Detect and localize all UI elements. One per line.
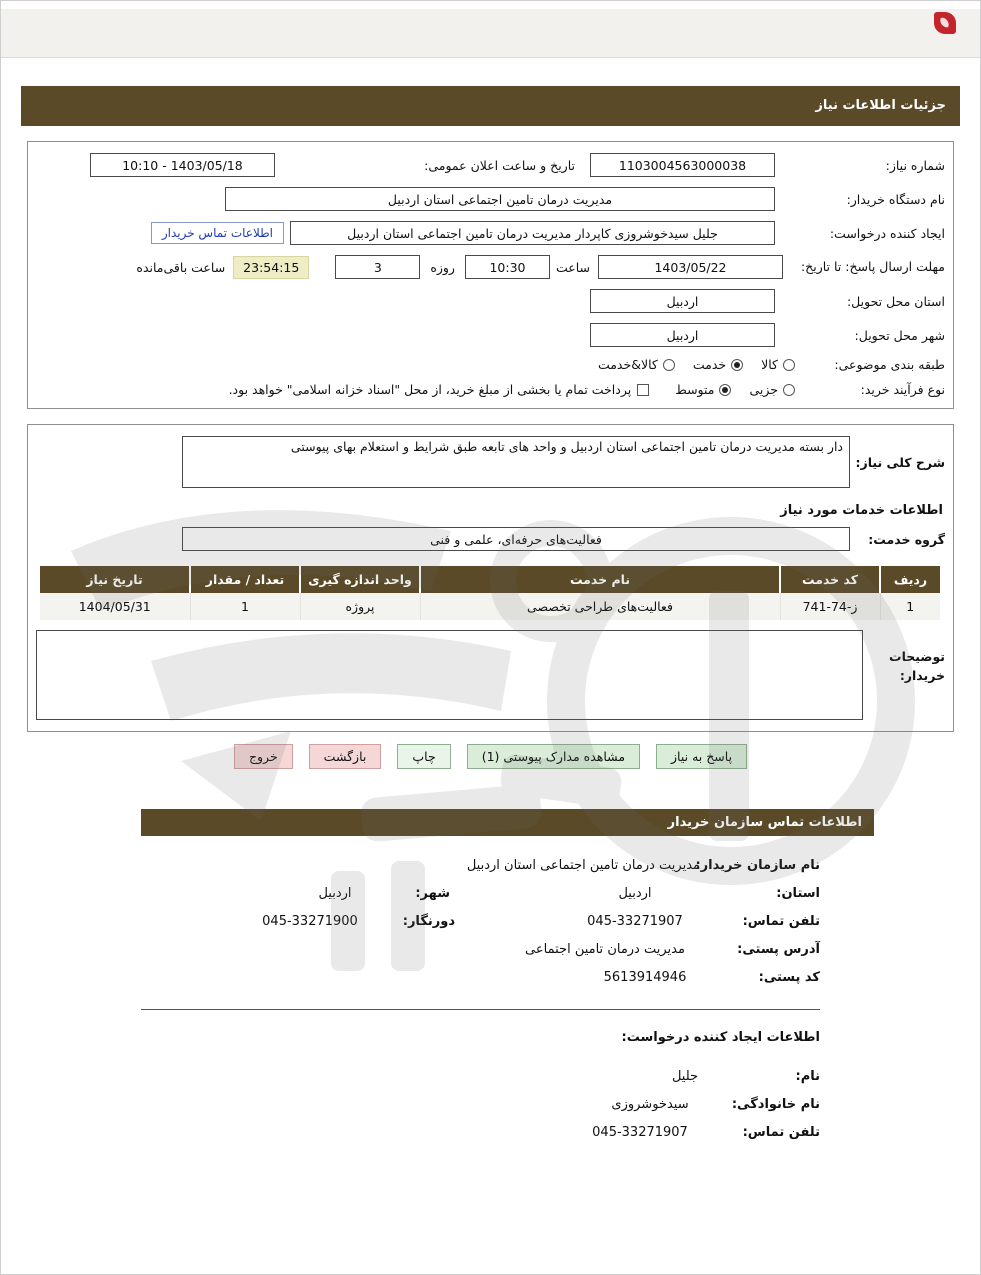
process-option-minor[interactable] — [749, 382, 795, 397]
announce-datetime-input[interactable] — [90, 153, 275, 177]
contact-province-label: استان: — [776, 886, 820, 901]
contact-city-label: شهر: — [415, 886, 450, 901]
process-type-label: نوع فرآیند خرید: — [860, 382, 945, 397]
radio-icon[interactable] — [719, 384, 731, 396]
postal-code-label: کد پستی: — [758, 970, 820, 985]
first-name-value: جلیل — [671, 1069, 699, 1084]
process-option-medium[interactable] — [675, 382, 731, 397]
divider — [141, 1009, 820, 1010]
last-name-value: سیدخوشروزی — [611, 1097, 689, 1112]
first-name-label: نام: — [795, 1069, 820, 1084]
cell-need-date: 1404/05/31 — [40, 593, 190, 620]
col-quantity: تعداد / مقدار — [190, 566, 300, 593]
radio-icon[interactable] — [731, 359, 743, 371]
col-row-number: ردیف — [880, 566, 940, 593]
radio-label: متوسط — [675, 382, 715, 397]
services-table — [40, 566, 940, 620]
exit-button[interactable]: خروج — [234, 744, 293, 769]
address-row — [141, 942, 820, 957]
buyer-notes-row — [28, 620, 953, 725]
delivery-city-row — [28, 318, 953, 352]
postal-code-value: 5613914946 — [603, 970, 687, 985]
requester-input[interactable] — [290, 221, 775, 245]
radio-label: کالا — [761, 357, 778, 372]
radio-label: خدمت — [692, 357, 727, 372]
contact-fax-label: دورنگار: — [402, 914, 455, 929]
last-name-label: نام خانوادگی: — [731, 1097, 820, 1112]
services-heading: اطلاعات خدمات مورد نیاز — [780, 503, 943, 518]
contact-address-label: آدرس پستی: — [737, 942, 820, 957]
contact-city-value: اردبیل — [318, 886, 352, 901]
service-group-label: گروه خدمت: — [868, 531, 945, 547]
announce-datetime-label: تاریخ و ساعت اعلان عمومی: — [424, 157, 575, 173]
creator-heading: اطلاعات ایجاد کننده درخواست: — [621, 1030, 820, 1045]
deadline-days-input[interactable] — [335, 255, 420, 279]
requester-row — [28, 216, 953, 250]
delivery-province-row — [28, 284, 953, 318]
org-name-label: نام سازمان خریدار: — [695, 858, 820, 873]
cell-service-name: فعالیت‌های طراحی تخصصی — [420, 593, 780, 620]
col-service-code: کد خدمت — [780, 566, 880, 593]
description-row — [28, 431, 953, 493]
col-unit: واحد اندازه گیری — [300, 566, 420, 593]
description-textarea[interactable] — [182, 436, 850, 488]
contact-fax-value: 045-33271900 — [262, 914, 358, 929]
view-attachments-button[interactable]: مشاهده مدارک پیوستی (1) — [467, 744, 640, 769]
treasury-checkbox[interactable] — [637, 384, 649, 396]
details-section-header: جزئیات اطلاعات نیاز — [21, 86, 960, 126]
deadline-label: مهلت ارسال پاسخ: تا تاریخ: — [800, 258, 945, 274]
radio-icon[interactable] — [783, 384, 795, 396]
postal-code-row — [141, 970, 820, 985]
buyer-notes-label: توضیحات خریدار: — [889, 649, 945, 683]
org-name-value: مدیریت درمان تامین اجتماعی استان اردبیل — [466, 858, 700, 873]
buyer-org-row — [28, 182, 953, 216]
table-row — [40, 593, 940, 620]
cell-row-number: 1 — [880, 593, 940, 620]
deadline-days-label: روزه — [430, 259, 455, 275]
buyer-org-input[interactable] — [225, 187, 775, 211]
need-number-label: شماره نیاز: — [885, 157, 945, 173]
countdown-badge: 23:54:15 — [233, 256, 309, 279]
delivery-province-label: استان محل تحویل: — [846, 293, 945, 309]
need-number-input[interactable] — [590, 153, 775, 177]
creator-first-name-row — [141, 1069, 820, 1084]
contact-province-value: اردبیل — [618, 886, 652, 901]
creator-phone-value: 045-33271907 — [592, 1125, 688, 1140]
radio-icon[interactable] — [783, 359, 795, 371]
buyer-contact-section — [141, 858, 820, 1169]
col-need-date: تاریخ نیاز — [40, 566, 190, 593]
contact-address-value: مدیریت درمان تامین اجتماعی — [525, 942, 685, 957]
category-label: طبقه بندی موضوعی: — [834, 357, 945, 372]
treasury-checkbox-label: پرداخت تمام یا بخشی از مبلغ خرید، از محل "اسناد خزانه اسلامی" خواهد بود. — [228, 382, 632, 397]
delivery-city-input[interactable] — [590, 323, 775, 347]
service-group-row — [28, 522, 953, 556]
requester-label: ایجاد کننده درخواست: — [829, 225, 945, 241]
cell-service-code: ز-74-741 — [780, 593, 880, 620]
creator-last-name-row — [141, 1097, 820, 1112]
category-option-goods[interactable] — [761, 357, 795, 372]
cell-quantity: 1 — [190, 593, 300, 620]
top-bar — [1, 9, 980, 58]
need-details-panel — [27, 424, 954, 732]
need-number-row — [28, 148, 953, 182]
service-group-input[interactable] — [182, 527, 850, 551]
province-city-row — [141, 886, 820, 901]
contact-section-header: اطلاعات تماس سازمان خریدار — [141, 809, 874, 836]
delivery-city-label: شهر محل تحویل: — [854, 327, 945, 343]
respond-button[interactable]: پاسخ به نیاز — [656, 744, 747, 769]
deadline-time-input[interactable] — [465, 255, 550, 279]
deadline-date-input[interactable] — [598, 255, 783, 279]
creator-phone-label: تلفن تماس: — [742, 1125, 820, 1140]
process-type-row — [28, 377, 953, 402]
radio-label: جزیی — [749, 382, 778, 397]
creator-phone-row — [141, 1125, 820, 1140]
buyer-org-label: نام دستگاه خریدار: — [846, 191, 945, 207]
countdown-label: ساعت باقی‌مانده — [136, 259, 226, 275]
description-label: شرح کلی نیاز: — [855, 454, 945, 470]
back-button[interactable]: بازگشت — [309, 744, 382, 769]
action-buttons — [1, 744, 980, 769]
need-info-panel — [27, 141, 954, 409]
col-service-name: نام خدمت — [420, 566, 780, 593]
category-option-service[interactable] — [693, 357, 743, 372]
services-table-header-row — [40, 566, 940, 593]
radio-icon[interactable] — [663, 359, 675, 371]
site-logo-icon — [934, 12, 956, 34]
contact-phone-value: 045-33271907 — [587, 914, 683, 929]
contact-phone-label: تلفن تماس: — [742, 914, 820, 929]
deadline-hour-label: ساعت — [555, 259, 590, 275]
category-row — [28, 352, 953, 377]
deadline-row — [28, 250, 953, 284]
category-option-goods-and-service[interactable] — [598, 357, 675, 372]
buyer-contact-link[interactable]: اطلاعات تماس خریدار — [151, 222, 284, 244]
org-name-row — [141, 858, 820, 873]
cell-unit: پروژه — [300, 593, 420, 620]
phone-fax-row — [141, 914, 820, 929]
buyer-notes-textarea[interactable] — [36, 630, 863, 720]
print-button[interactable]: چاپ — [397, 744, 450, 769]
radio-label: کالا&خدمت — [597, 357, 658, 372]
delivery-province-input[interactable] — [590, 289, 775, 313]
